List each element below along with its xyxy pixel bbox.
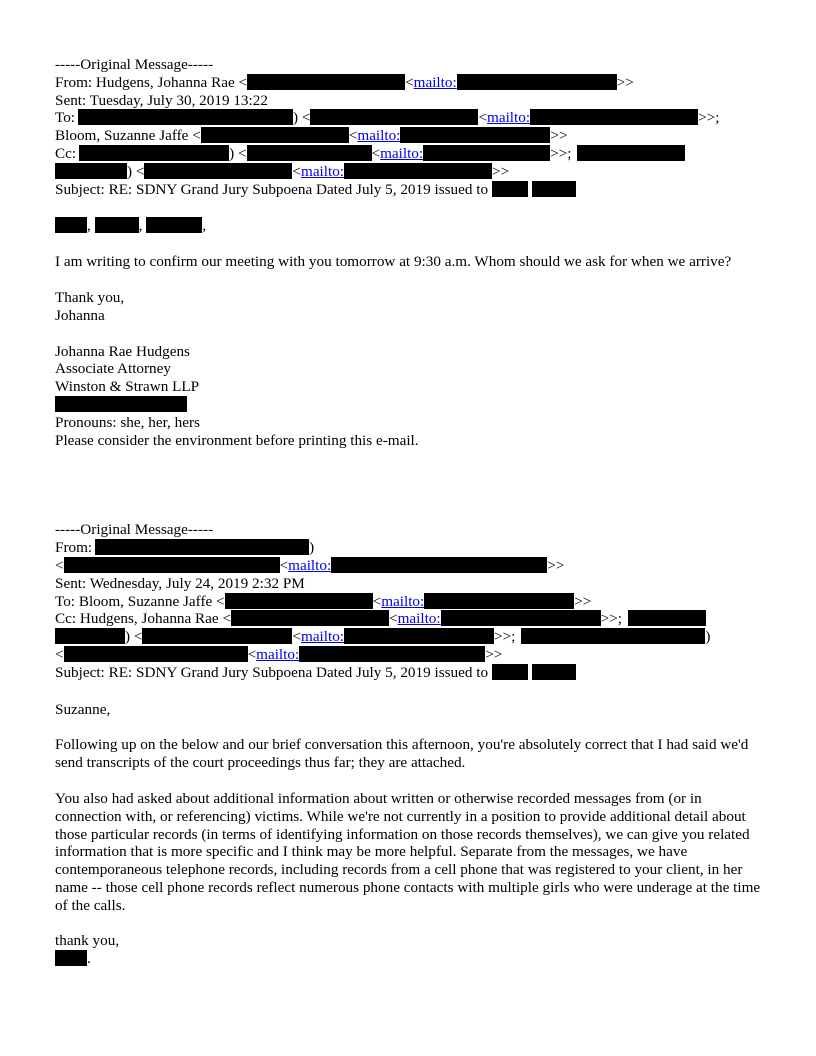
cc-label: Cc: Hudgens, Johanna Rae < <box>55 610 232 628</box>
cc-line <box>55 610 765 628</box>
environment-notice: Please consider the environment before printing this e-mail. <box>55 431 419 449</box>
paren-lt: ) < <box>293 109 311 127</box>
redaction-box <box>142 628 292 644</box>
from-line <box>55 74 765 92</box>
original-message-header: -----Original Message----- <box>55 521 214 539</box>
body-paragraph: You also had asked about additional information about written or otherwise recorded messages from (or in connection with, or referencing) victims. While we're not currently in a position to provide additional detail about those particular records (in terms of identifying information on those records themselves), we can give you related information that is more specific and I think may be more helpful. Separate from the messages, we have contemporaneous telephone records, including records from a cell phone that was registered to your client, in her name -- those cell phone records reflect numerous phone contacts with multiple girls who were underage at the time of the calls. <box>55 789 761 914</box>
lt-sign: < <box>478 109 488 127</box>
mailto-link[interactable]: mailto: <box>357 127 401 145</box>
redaction-box <box>146 217 202 233</box>
paren: ) <box>705 628 711 646</box>
signature-name: Johanna Rae Hudgens <box>55 342 190 360</box>
greeting: Suzanne, <box>55 700 111 718</box>
redaction-box <box>64 646 248 662</box>
lt-sign: < <box>371 144 381 162</box>
redaction-box <box>55 163 127 179</box>
mailto-link[interactable]: mailto: <box>380 144 424 162</box>
paren-lt: ) < <box>125 628 143 646</box>
paren-lt: ) < <box>229 144 247 162</box>
redaction-box <box>331 557 547 573</box>
redaction-box <box>577 145 685 161</box>
redaction-box <box>55 217 87 233</box>
to-line-continued <box>55 127 765 145</box>
from-label: From: Hudgens, Johanna Rae < <box>55 73 248 91</box>
redaction-box <box>492 181 528 197</box>
redaction-box <box>424 593 574 609</box>
redaction-box <box>441 610 601 626</box>
redaction-box <box>344 628 494 644</box>
cc-line-continued <box>55 163 765 181</box>
gt-sign: >> <box>547 556 565 574</box>
redaction-box <box>299 646 485 662</box>
sender-initials <box>55 950 765 968</box>
redaction-box <box>532 181 576 197</box>
to-line <box>55 109 765 127</box>
signature-pronouns: Pronouns: she, her, hers <box>55 413 200 431</box>
to-label: To: Bloom, Suzanne Jaffe < <box>55 592 225 610</box>
cc-label: Cc: <box>55 144 77 162</box>
signature-title: Associate Attorney <box>55 360 171 378</box>
paren: ) <box>309 539 315 557</box>
mailto-link[interactable]: mailto: <box>301 628 345 646</box>
lt-sign: < <box>348 127 358 145</box>
to-line <box>55 593 765 611</box>
signature-firm: Winston & Strawn LLP <box>55 378 200 396</box>
paren-lt: ) < <box>127 162 145 180</box>
lt-sign: < <box>389 610 398 628</box>
redaction-box <box>423 145 550 161</box>
gt-sign: >>; <box>600 610 622 628</box>
recipient-label: Bloom, Suzanne Jaffe < <box>55 127 201 145</box>
redaction-box <box>55 950 87 966</box>
subject-line <box>55 181 765 199</box>
sent-line: Sent: Tuesday, July 30, 2019 13:22 <box>55 91 268 109</box>
redaction-box <box>64 557 280 573</box>
gt-sign: >> <box>616 73 634 91</box>
redaction-box <box>492 664 528 680</box>
mailto-link[interactable]: mailto: <box>256 645 300 663</box>
gt-sign: >> <box>574 592 592 610</box>
mailto-link[interactable]: mailto: <box>301 162 345 180</box>
email-document <box>55 56 765 968</box>
from-label: From: <box>55 539 93 557</box>
mailto-link[interactable]: mailto: <box>413 73 457 91</box>
body-paragraph: I am writing to confirm our meeting with you tomorrow at 9:30 a.m. Whom should we ask for when we arrive? <box>55 253 732 271</box>
redaction-box <box>79 145 229 161</box>
lt-sign: < <box>292 162 301 180</box>
mailto-link[interactable]: mailto: <box>397 610 441 628</box>
body-paragraph: Following up on the below and our brief conversation this afternoon, you're absolutely correct that I had said we'd send transcripts of the court proceedings thus far; they are attached. <box>55 736 749 772</box>
lt-sign: < <box>55 645 64 663</box>
mailto-link[interactable]: mailto: <box>288 556 332 574</box>
cc-line-continued <box>55 646 765 664</box>
redaction-box <box>532 664 576 680</box>
subject-text: Subject: RE: SDNY Grand Jury Subpoena Dated July 5, 2019 issued to <box>55 663 489 681</box>
to-label: To: <box>55 109 76 127</box>
redaction-box <box>530 109 698 125</box>
redaction-box <box>201 127 349 143</box>
gt-sign: >>; <box>698 109 720 127</box>
redaction-box <box>310 109 478 125</box>
redaction-box <box>247 145 372 161</box>
lt-sign: < <box>292 628 301 646</box>
redaction-box <box>144 163 292 179</box>
salutation-line <box>55 217 765 235</box>
lt-sign: < <box>55 556 64 574</box>
from-line-continued <box>55 557 765 575</box>
redaction-box <box>521 628 705 644</box>
closing-text: thank you, <box>55 932 120 950</box>
comma: , <box>87 217 91 235</box>
gt-sign: >>; <box>550 144 572 162</box>
redaction-box <box>400 127 550 143</box>
redaction-box <box>78 109 293 125</box>
closing-name: Johanna <box>55 306 105 324</box>
original-message-header: -----Original Message----- <box>55 56 214 73</box>
lt-sign: < <box>372 592 382 610</box>
gt-sign: >> <box>550 127 568 145</box>
from-line <box>55 539 765 557</box>
gt-sign: >>; <box>494 628 516 646</box>
redaction-box <box>344 163 492 179</box>
cc-line <box>55 145 765 163</box>
sent-line: Sent: Wednesday, July 24, 2019 2:32 PM <box>55 574 305 592</box>
lt-sign: < <box>279 556 289 574</box>
redaction-box <box>55 628 125 644</box>
mailto-link[interactable]: mailto: <box>487 109 531 127</box>
redaction-box <box>95 217 139 233</box>
subject-line <box>55 664 765 682</box>
redaction-box <box>55 396 187 412</box>
redaction-box <box>225 593 373 609</box>
lt-sign: < <box>247 645 257 663</box>
redaction-box <box>231 610 389 626</box>
comma: , <box>202 217 206 235</box>
closing-text: Thank you, <box>55 288 125 306</box>
redaction-box <box>628 610 706 626</box>
comma: , <box>138 217 143 235</box>
redaction-box <box>457 74 617 90</box>
mailto-link[interactable]: mailto: <box>381 592 425 610</box>
subject-text: Subject: RE: SDNY Grand Jury Subpoena Dated July 5, 2019 issued to <box>55 180 489 198</box>
gt-sign: >> <box>492 162 510 180</box>
cc-line-continued <box>55 628 765 646</box>
period: . <box>87 950 91 968</box>
lt-sign: < <box>405 73 414 91</box>
redaction-box <box>95 539 309 555</box>
signature-contact <box>55 396 765 414</box>
redaction-box <box>247 74 405 90</box>
gt-sign: >> <box>485 645 503 663</box>
